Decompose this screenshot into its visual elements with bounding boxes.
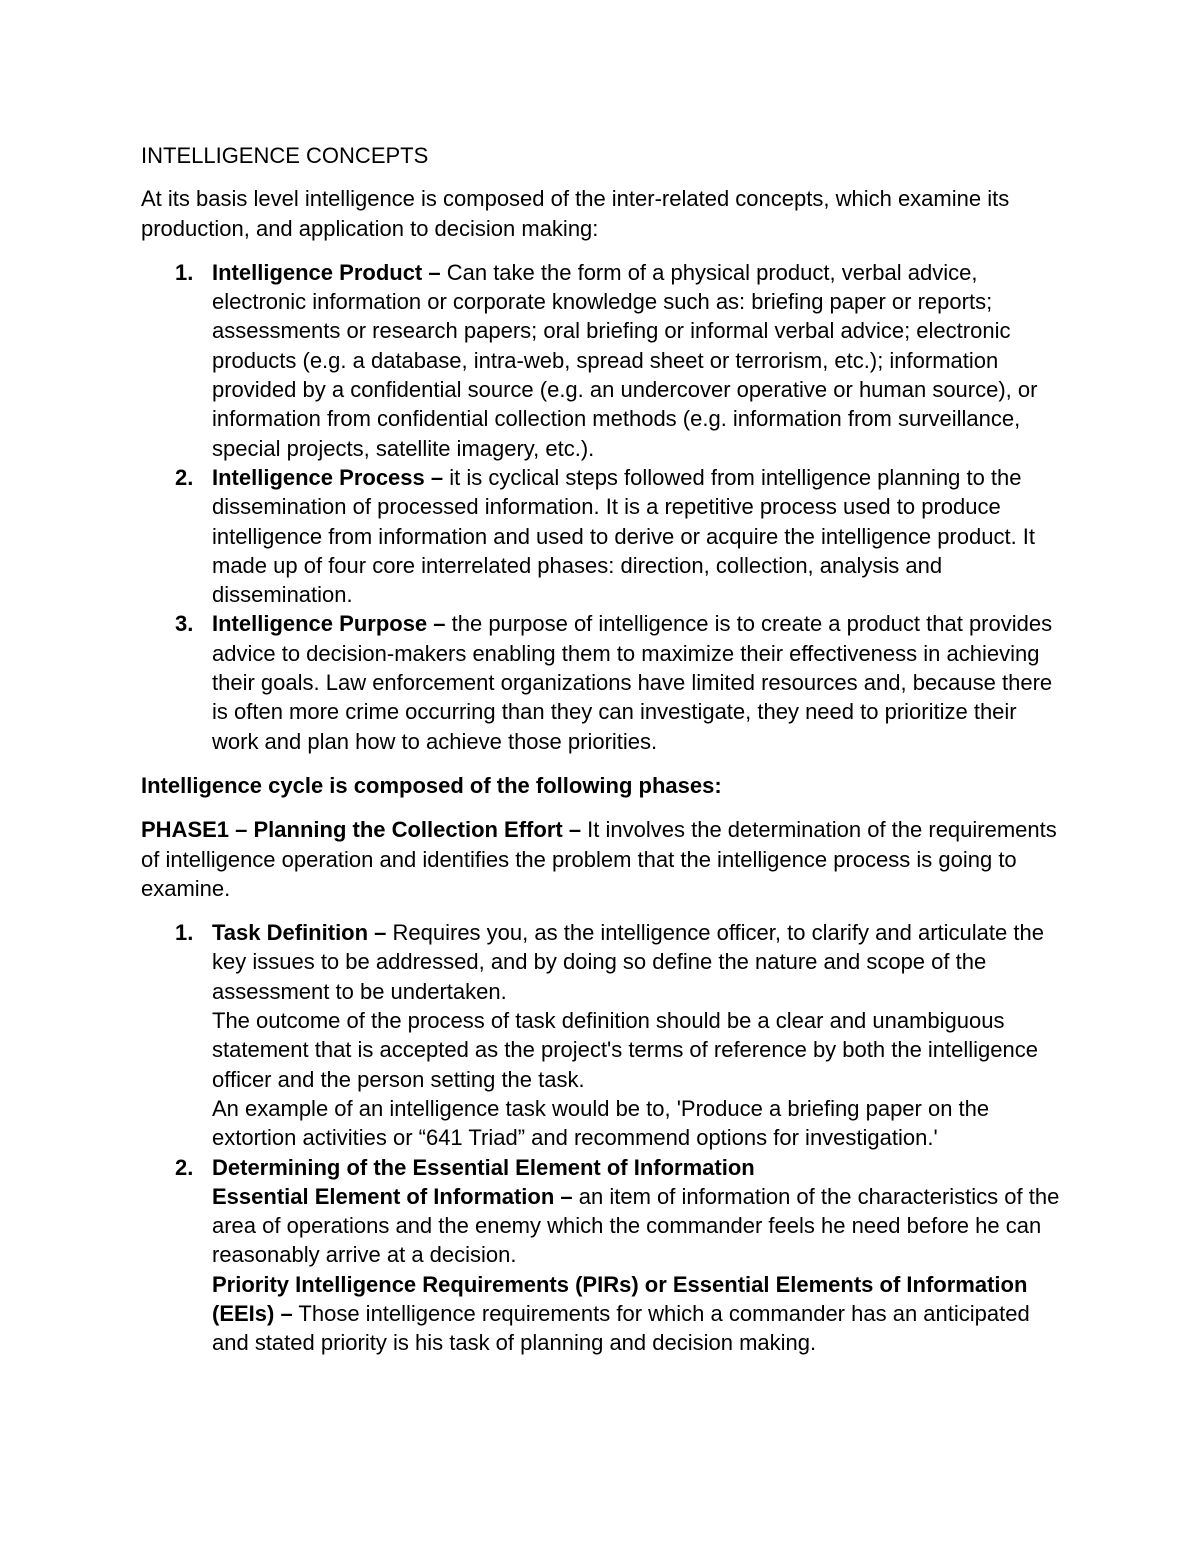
term-description: Can take the form of a physical product, verbal advice, electronic information or corporate knowledge such as: briefing paper or reports; assessments or research papers; oral briefing or informal verbal advice; electronic products (e.g. a database, intra-web, spread sheet or terrorism, etc.); information provided by a confidential source (e.g. an undercover operative or human source), or information from confidential collection methods (e.g. information from surveillance, special projects, satellite imagery, etc.). [212, 259, 1038, 461]
document-title: INTELLIGENCE CONCEPTS [141, 143, 429, 168]
list-item-essential-element [141, 1153, 1061, 1358]
term-label: Intelligence Product – [212, 259, 441, 285]
intro-paragraph: At its basis level intelligence is composed of the inter-related concepts, which examine its production, and application to decision making: [141, 186, 1010, 241]
cycle-heading: Intelligence cycle is composed of the following phases: [141, 772, 722, 798]
term-label: Intelligence Purpose – [212, 611, 446, 637]
list-number: 1. [175, 259, 194, 285]
term-description: the purpose of intelligence is to create a product that provides advice to decision-makers enabling them to maximize their effectiveness in achieving their goals. Law enforcement organizations have limited resources and, because there is often more crime occurring than they can investigate, they need to prioritize their work and plan how to achieve those priorities. [212, 611, 1053, 754]
list-number: 2. [175, 464, 194, 490]
list-item-intelligence-purpose [141, 609, 1061, 755]
eei-heading: Determining of the Essential Element of Information [212, 1154, 755, 1180]
term-description: an item of information of the characteristics of the area of operations and the enemy which the commander feels he need before he can reasonably arrive at a decision. [212, 1183, 1060, 1268]
list-item-intelligence-process [141, 463, 1061, 609]
task-example-text: An example of an intelligence task would be to, 'Produce a briefing paper on the extortion activities or “641 Triad” and recommend options for investigation.' [212, 1095, 990, 1151]
eei-definition [212, 1182, 1061, 1270]
phase1-description: It involves the determination of the requirements of intelligence operation and identifies the problem that the intelligence process is going to examine. [141, 817, 1057, 901]
phase1-paragraph [141, 815, 1061, 903]
term-label: Task Definition – [212, 920, 387, 946]
term-label: Priority Intelligence Requirements (PIRs) or Essential Elements of Information (EEIs) – [212, 1271, 1028, 1326]
list-item-intelligence-product [141, 258, 1061, 463]
phase1-list [141, 918, 1061, 1357]
term-description: Those intelligence requirements for which a commander has an anticipated and stated priority is his task of planning and decision making. [212, 1300, 1030, 1356]
list-number: 3. [175, 611, 194, 637]
term-description: it is cyclical steps followed from intelligence planning to the dissemination of processed information. It is a repetitive process used to produce intelligence from information and used to derive or acquire the intelligence product. It made up of four core interrelated phases: direction, collection, analysis and dissemination. [212, 464, 1036, 608]
list-item-task-definition [141, 918, 1061, 1152]
term-label: Essential Element of Information – [212, 1183, 573, 1209]
document-page [141, 141, 1061, 1373]
phase1-term: PHASE1 – Planning the Collection Effort – [141, 817, 582, 843]
term-label: Intelligence Process – [212, 464, 444, 490]
pir-definition [212, 1270, 1061, 1358]
list-number: 2. [175, 1154, 194, 1180]
list-number: 1. [175, 920, 194, 946]
concepts-list [141, 258, 1061, 756]
term-description: Requires you, as the intelligence officer, to clarify and articulate the key issues to be addressed, and by doing so define the nature and scope of the assessment to be undertaken. [212, 920, 1044, 1004]
task-outcome-text: The outcome of the process of task definition should be a clear and unambiguous statement that is accepted as the project's terms of reference by both the intelligence officer and the person setting the task. [212, 1008, 1038, 1092]
